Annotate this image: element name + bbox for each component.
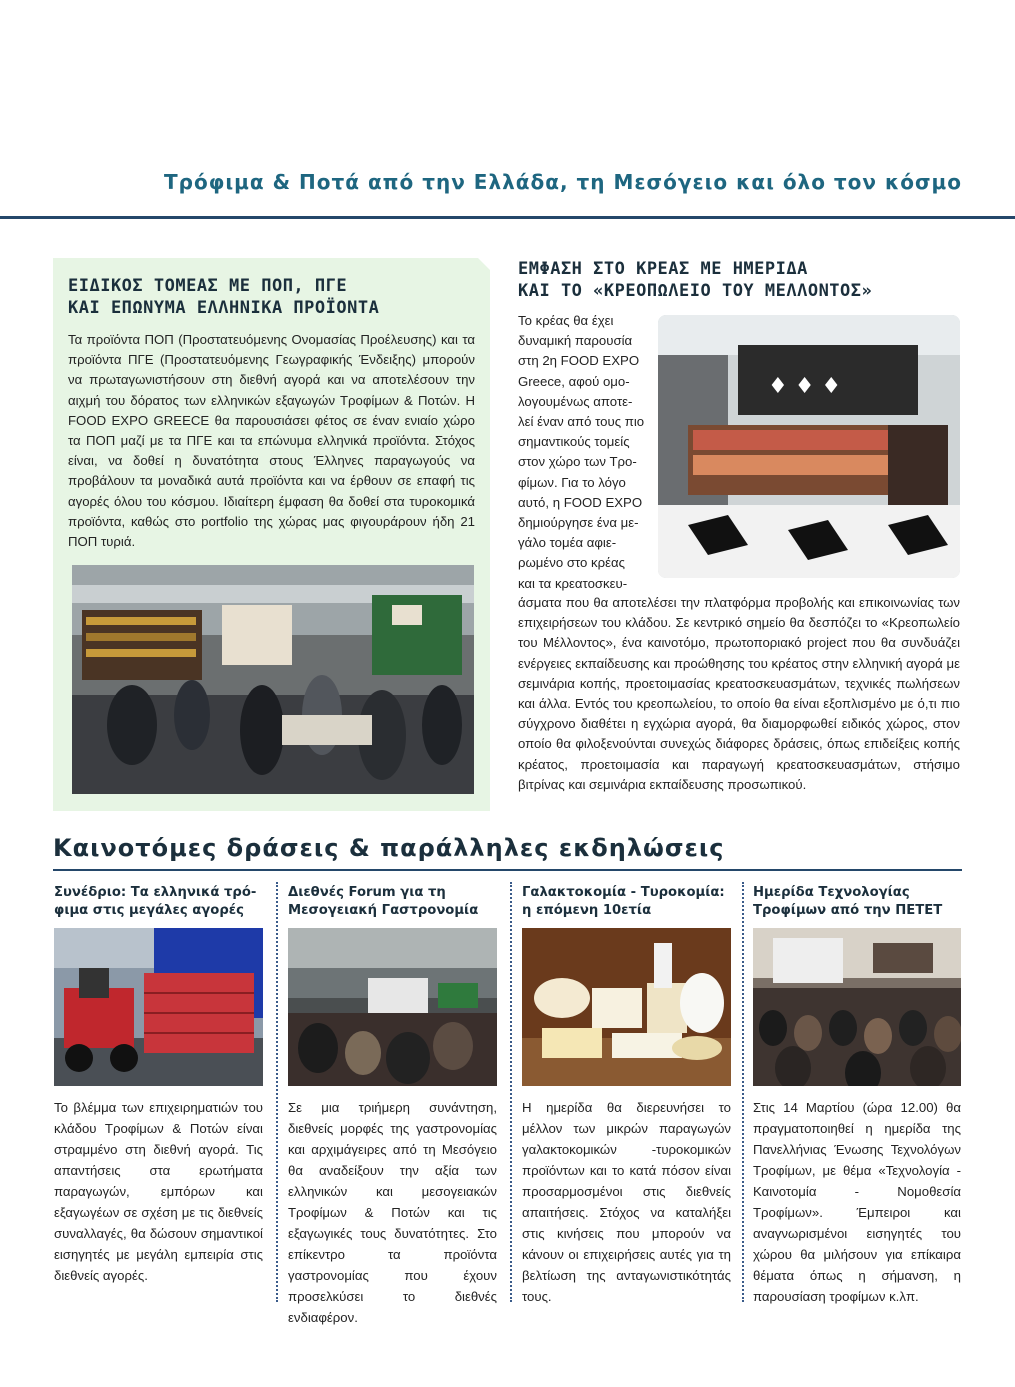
event-col3-title bbox=[522, 884, 737, 920]
svg-text:♦ ♦ ♦: ♦ ♦ ♦ bbox=[768, 374, 842, 399]
meat-narrow-line: δημιούργησε ένα με- bbox=[518, 515, 639, 531]
events-rule bbox=[53, 869, 962, 871]
meat-narrow-line: Greece, αφού ομο- bbox=[518, 373, 630, 389]
meat-narrow-line: στη 2η FOOD EXPO bbox=[518, 353, 640, 369]
event-col2-title-line2: Μεσογειακή Γαστρονομία bbox=[288, 903, 479, 918]
meat-narrow-line: λεί έναν από τους πιο bbox=[518, 414, 645, 430]
meat-narrow-line: στον χώρο των Τρο- bbox=[518, 454, 637, 470]
meat-narrow-line: φίμων. Για το λόγο bbox=[518, 474, 626, 490]
event-col1-title-line2: φιμα στις μεγάλες αγορές bbox=[54, 903, 244, 918]
event-col4-title-line2: Τροφίμων από την ΠΕΤΕΤ bbox=[753, 903, 943, 918]
event-col1-title bbox=[54, 884, 264, 920]
cheese-photo bbox=[522, 928, 731, 1086]
column-divider-1 bbox=[276, 882, 278, 1302]
event-col2-body: Σε μια τριήμερη συνάντηση, διεθνείς μορφές της γαστρονομίας και αρχιμάγειρες από τη Μεσόγειο θα αναδείξουν την αξία των ελληνικών και μεσογειακών Τροφίμων & Ποτών και τις εξαγωγικές τους δυνατότητες. Στο επίκεντρο τα προϊόντα γαστρονομίας που έχουν προσελκύσει το διεθνές ενδιαφέρον. bbox=[288, 1100, 497, 1325]
meat-narrow-line: γάλο τομέα αφιε- bbox=[518, 535, 617, 551]
forum-photo bbox=[288, 928, 497, 1086]
column-divider-2 bbox=[510, 882, 512, 1302]
event-col3-title-line1: Γαλακτοκομία - Τυροκομία: bbox=[522, 885, 725, 900]
seminar-photo bbox=[753, 928, 961, 1086]
forklift-photo bbox=[54, 928, 263, 1086]
event-col3-title-line2: η επόμενη 10ετία bbox=[522, 903, 652, 918]
event-col2-title-line1: Διεθνές Forum για τη bbox=[288, 885, 446, 900]
expo-hall-photo bbox=[72, 565, 474, 794]
meat-title-line2: ΚΑΙ ΤΟ «ΚΡΕΟΠΩΛΕΙΟ ΤΟΥ ΜΕΛΛΟΝΤΟΣ» bbox=[518, 281, 873, 301]
meat-narrow-text bbox=[518, 311, 658, 594]
event-col1-body: Το βλέμμα των επιχειρηματιών του κλάδου Τροφίμων & Ποτών είναι στραμμένο στη διεθνή αγορά. Τις απαντήσεις στα ερωτήματα παραγωγών, εμπόρων και εξαγωγέων σε σχέση με τις διεθνείς συναλλαγές, θα δώσουν σημαντικοί εισηγητές με μεγάλη εμπειρία στις διεθνείς αγορές. bbox=[54, 1100, 263, 1283]
event-col3-body: Η ημερίδα θα διερευνήσει το μέλλον των μικρών παραγωγών γαλακτοκομικών -τυροκομικών προϊόντων και το κατά πόσον είναι προσαρμοσμένοι στις διεθνείς απαιτήσεις. Στόχος να καταλήξει στις κινήσεις που μπορούν να κάνουν οι επιχειρήσεις αυτές για τη βελτίωση της ανταγωνιστικότητάς τους. bbox=[522, 1100, 731, 1304]
events-heading: Καινοτόμες δράσεις & παράλληλες εκδηλώσεις bbox=[53, 834, 725, 862]
meat-title-line1: ΕΜΦΑΣΗ ΣΤΟ ΚΡΕΑΣ ΜΕ ΗΜΕΡΙΔΑ bbox=[518, 259, 808, 279]
event-col4-title-line1: Ημερίδα Τεχνολογίας bbox=[753, 885, 910, 900]
meat-narrow-line: λογουμένως αποτε- bbox=[518, 393, 633, 409]
pdo-title-line2: ΚΑΙ ΕΠΩΝΥΜΑ ΕΛΛΗΝΙΚΑ ΠΡΟΪΟΝΤΑ bbox=[68, 298, 380, 318]
header-rule bbox=[0, 216, 1015, 219]
butcher-shop-photo bbox=[658, 315, 960, 578]
event-col4-body: Στις 14 Μαρτίου (ώρα 12.00) θα πραγματοποιηθεί η ημερίδα της Πανελλήνιας Ένωσης Τεχνολόγων Τροφίμων, με θέμα «Τεχνολογία - Καινοτομία - Νομοθεσία Τροφίμων». Έμπειροι και αναγνωρισμένοι εισηγητές του χώρου θα μιλήσουν για επίκαιρα θέματα όπως η σήμανση, η παρουσίαση τροφίμων κ.λπ. bbox=[753, 1100, 961, 1304]
meat-narrow-line: Το κρέας θα έχει bbox=[518, 313, 614, 328]
pdo-section-body: Τα προϊόντα ΠΟΠ (Προστατευόμενης Ονομασίας Προέλευσης) και τα προϊόντα ΠΓΕ (Προστατευόμενης Γεωγραφικής Ένδειξης) μπορούν να πρωταγωνιστήσουν στη διεθνή αγορά και να αποτελέσουν την αιχμή του δόρατος των ελληνικών εξαγωγών Τροφίμων & Ποτών. Η FOOD EXPO GREECE θα παρουσιάσει φέτος σε έναν ενιαίο χώρο τα ΠΟΠ μαζί με τα ΠΓΕ και τα επώνυμα ελληνικά προϊόντα. Στόχος είναι, να δοθεί η δυνατότητα στους Έλληνες παραγωγούς να προβάλουν τα μοναδικά αυτά προϊόντα και να έρθουν σε επαφή τις αγορές όλου του κόσμου. Ιδιαίτερη έμφαση θα δοθεί στα τυροκομικά προϊόντα, καθώς στο portfolio της χώρας μας φιγουράρουν ήδη 21 ΠΟΠ τυριά. bbox=[68, 332, 475, 550]
meat-narrow-line: ρωμένο στο κρέας bbox=[518, 555, 625, 571]
pdo-box-corner bbox=[478, 258, 494, 274]
meat-narrow-line: και τα κρεατοσκευ- bbox=[518, 575, 628, 591]
page-header-title: Τρόφιμα & Ποτά από την Ελλάδα, τη Μεσόγειο και όλο τον κόσμο bbox=[164, 170, 962, 194]
meat-narrow-line: σημαντικούς τομείς bbox=[518, 434, 630, 450]
meat-narrow-line: αυτό, η FOOD EXPO bbox=[518, 494, 643, 510]
event-col2-title bbox=[288, 884, 498, 920]
event-col1-title-line1: Συνέδριο: Τα ελληνικά τρό- bbox=[54, 885, 257, 900]
meat-narrow-line: δυναμική παρουσία bbox=[518, 333, 633, 349]
pdo-title-line1: ΕΙΔΙΚΟΣ ΤΟΜΕΑΣ ΜΕ ΠΟΠ, ΠΓΕ bbox=[68, 276, 348, 296]
meat-section-body: άσματα που θα αποτελέσει την πλατφόρμα προβολής και επικοινωνίας των επιχειρήσεων του κλάδου. Σε κεντρικό σημείο θα δεσπόζει το «Κρεοπωλείο του Μέλλοντος», ένα καινοτόμο, πρωτοποριακό project που θα συνδυάζει ενέργειες εκπαίδευσης και προώθησης του κρέατος στην ελληνική αγορά με σεμινάρια κοπής, προετοιμασίας κρεατοσκευασμάτων, τεχνικές πωλήσεων και άλλα. Εντός του κρεοπωλείου, το οποίο θα είναι εξοπλισμένο με ό,τι πιο σύγχρονο διαθέτει η εγχώρια αγορά, θα διαμορφωθεί ειδικός χώρος, στον οποίο θα φιλοξενούνται συνεχώς διάφορες δράσεις, όπως επιδείξεις κοπής κρέατος, προετοιμασία και παραγωγή κρεατοσκευασμάτων, στήσιμο βιτρίνας και σεμινάρια εκπαίδευσης προσωπικού. bbox=[518, 595, 960, 792]
meat-section-title bbox=[518, 258, 968, 302]
event-col4-title bbox=[753, 884, 963, 920]
column-divider-3 bbox=[742, 882, 744, 1302]
pdo-section-title bbox=[68, 275, 478, 319]
